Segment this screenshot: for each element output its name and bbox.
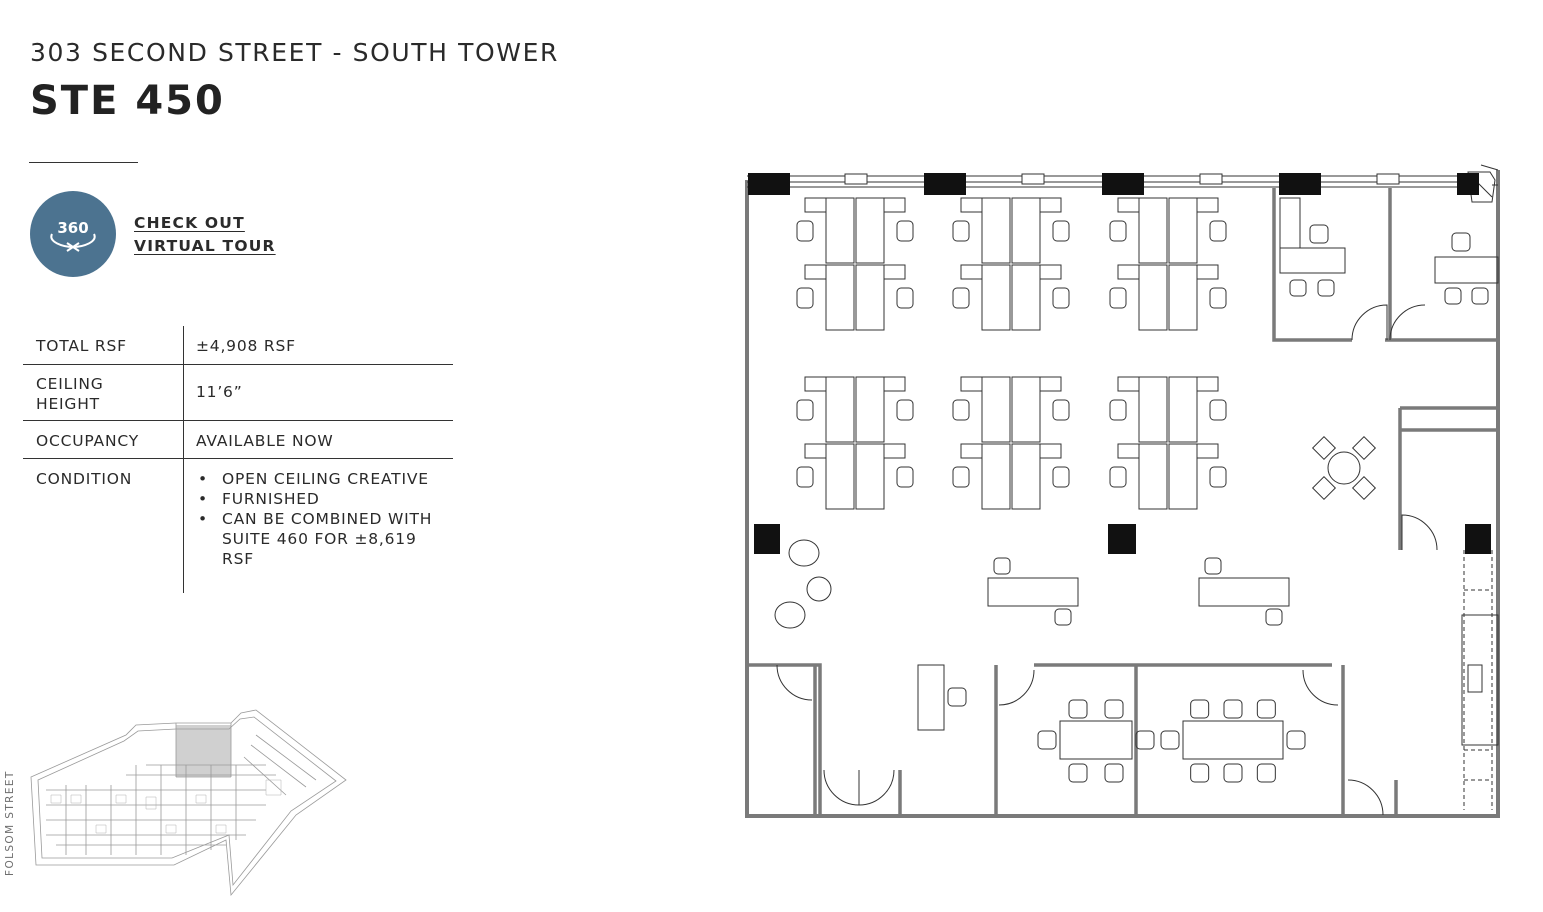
desk: [1139, 377, 1167, 442]
desk: [1139, 444, 1167, 509]
condition-item: • CAN BE COMBINED WITH SUITE 460 FOR ±8,619 RSF: [196, 509, 453, 569]
360-tour-icon[interactable]: [30, 191, 116, 277]
chair: [1053, 400, 1069, 420]
desk-return: [961, 444, 982, 458]
desk: [1280, 248, 1345, 273]
kitchen-counter: [1462, 615, 1498, 745]
chair: [1266, 609, 1282, 625]
desk-return: [1197, 265, 1218, 279]
building-address: 303 SECOND STREET - SOUTH TOWER: [30, 38, 559, 67]
spec-label: OCCUPANCY: [23, 421, 184, 458]
desk-return: [1197, 377, 1218, 391]
desk: [982, 444, 1010, 509]
desk: [1169, 377, 1197, 442]
chair: [1452, 233, 1470, 251]
spec-row-ceiling-height: [23, 365, 453, 421]
desk-return: [1040, 377, 1061, 391]
chair: [953, 467, 969, 487]
virtual-tour-link[interactable]: [134, 212, 276, 258]
chair: [1224, 700, 1242, 718]
suite-highlight: [176, 725, 231, 777]
chair: [1136, 731, 1154, 749]
chair: [1310, 225, 1328, 243]
chair: [1472, 288, 1488, 304]
desk: [856, 444, 884, 509]
chair: [1069, 700, 1087, 718]
desk: [826, 198, 854, 263]
street-label: FOLSOM STREET: [4, 770, 16, 876]
interior-walls: [747, 188, 1498, 816]
desk-return: [1118, 265, 1139, 279]
desk: [982, 265, 1010, 330]
desk-return: [961, 377, 982, 391]
chair: [1313, 477, 1336, 500]
chair: [953, 400, 969, 420]
desk-return: [961, 265, 982, 279]
chair: [797, 400, 813, 420]
chair: [1313, 437, 1336, 460]
desk: [1169, 198, 1197, 263]
chair: [1191, 764, 1209, 782]
chair: [1290, 280, 1306, 296]
chair: [1110, 221, 1126, 241]
chair: [897, 221, 913, 241]
desk-return: [1197, 198, 1218, 212]
chair: [1353, 477, 1376, 500]
chair: [797, 221, 813, 241]
chair: [1053, 221, 1069, 241]
building-key-plan: [26, 705, 356, 897]
round-table: [1328, 452, 1360, 484]
lounge-chair: [789, 540, 819, 566]
desk: [918, 665, 944, 730]
key-plan-drawing: [26, 705, 356, 897]
desk-return: [1040, 265, 1061, 279]
desk-return: [884, 198, 905, 212]
desk-return: [1280, 198, 1300, 248]
chair: [1210, 221, 1226, 241]
360-arrows-icon: [43, 212, 103, 256]
chair: [897, 467, 913, 487]
condition-item: • OPEN CEILING CREATIVE: [196, 469, 453, 489]
desk-return: [1040, 198, 1061, 212]
chair: [1205, 558, 1221, 574]
desk-return: [1197, 444, 1218, 458]
door-swings: [777, 305, 1437, 815]
header-divider: [29, 162, 138, 163]
chair: [1053, 288, 1069, 308]
chair: [1287, 731, 1305, 749]
desk: [1169, 444, 1197, 509]
desk-return: [805, 377, 826, 391]
floor-plan-drawing: [740, 160, 1510, 825]
chair: [948, 688, 966, 706]
desk-return: [884, 377, 905, 391]
chair: [994, 558, 1010, 574]
desk: [1012, 444, 1040, 509]
spec-value: ±4,908 RSF: [196, 337, 296, 355]
tour-link-line2: VIRTUAL TOUR: [134, 237, 276, 255]
chair: [1069, 764, 1087, 782]
chair: [1110, 400, 1126, 420]
suite-number: STE 450: [30, 78, 225, 124]
floor-plan: [740, 160, 1510, 825]
360-badge-label: 360: [57, 219, 89, 237]
chair: [1038, 731, 1056, 749]
chair: [1110, 288, 1126, 308]
desk-return: [884, 444, 905, 458]
desk: [826, 377, 854, 442]
desk: [856, 198, 884, 263]
chair: [1105, 700, 1123, 718]
desk-return: [1118, 198, 1139, 212]
chair: [1161, 731, 1179, 749]
desk-return: [1118, 377, 1139, 391]
desk-return: [805, 198, 826, 212]
spec-value: AVAILABLE NOW: [196, 432, 334, 450]
desk: [982, 198, 1010, 263]
chair: [1210, 400, 1226, 420]
chair: [897, 288, 913, 308]
desk: [1169, 265, 1197, 330]
desk: [1012, 377, 1040, 442]
spec-row-condition: [23, 459, 453, 593]
desk: [826, 444, 854, 509]
chair: [1445, 288, 1461, 304]
spec-row-occupancy: [23, 421, 453, 459]
desk: [856, 265, 884, 330]
spec-value: 11’6”: [196, 383, 243, 401]
spec-label: TOTAL RSF: [23, 326, 184, 364]
conference-table: [1060, 721, 1132, 759]
chair: [797, 288, 813, 308]
spec-row-total-rsf: [23, 326, 453, 365]
spec-label: CONDITION: [23, 459, 184, 593]
condition-list: [196, 469, 453, 569]
chair: [897, 400, 913, 420]
chair: [1224, 764, 1242, 782]
desk: [826, 265, 854, 330]
desk: [856, 377, 884, 442]
desk-return: [1040, 444, 1061, 458]
desk: [988, 578, 1078, 606]
desk-return: [805, 444, 826, 458]
desk: [1139, 265, 1167, 330]
desk: [1435, 257, 1498, 283]
desk: [1139, 198, 1167, 263]
lounge-chair: [775, 602, 805, 628]
chair: [1110, 467, 1126, 487]
chair: [1210, 467, 1226, 487]
chair: [953, 288, 969, 308]
chair: [1210, 288, 1226, 308]
spec-label: CEILING HEIGHT: [23, 365, 184, 420]
structural-columns: [748, 173, 1491, 554]
chair: [1257, 700, 1275, 718]
desk-return: [805, 265, 826, 279]
conference-table: [1183, 721, 1283, 759]
spec-table: [23, 326, 453, 593]
chair: [797, 467, 813, 487]
chair: [1353, 437, 1376, 460]
chair: [1257, 764, 1275, 782]
spec-value: [184, 459, 453, 593]
desk-return: [884, 265, 905, 279]
desk: [1199, 578, 1289, 606]
exterior-walls: [747, 170, 1498, 816]
chair: [1318, 280, 1334, 296]
chair: [1191, 700, 1209, 718]
chair: [1055, 609, 1071, 625]
desk: [1012, 265, 1040, 330]
desk-return: [961, 198, 982, 212]
chair: [1053, 467, 1069, 487]
chair: [953, 221, 969, 241]
side-table: [807, 577, 831, 601]
condition-item: • FURNISHED: [196, 489, 453, 509]
desk: [1012, 198, 1040, 263]
desk-return: [1118, 444, 1139, 458]
desk: [982, 377, 1010, 442]
chair: [1105, 764, 1123, 782]
tour-link-line1: CHECK OUT: [134, 214, 245, 232]
